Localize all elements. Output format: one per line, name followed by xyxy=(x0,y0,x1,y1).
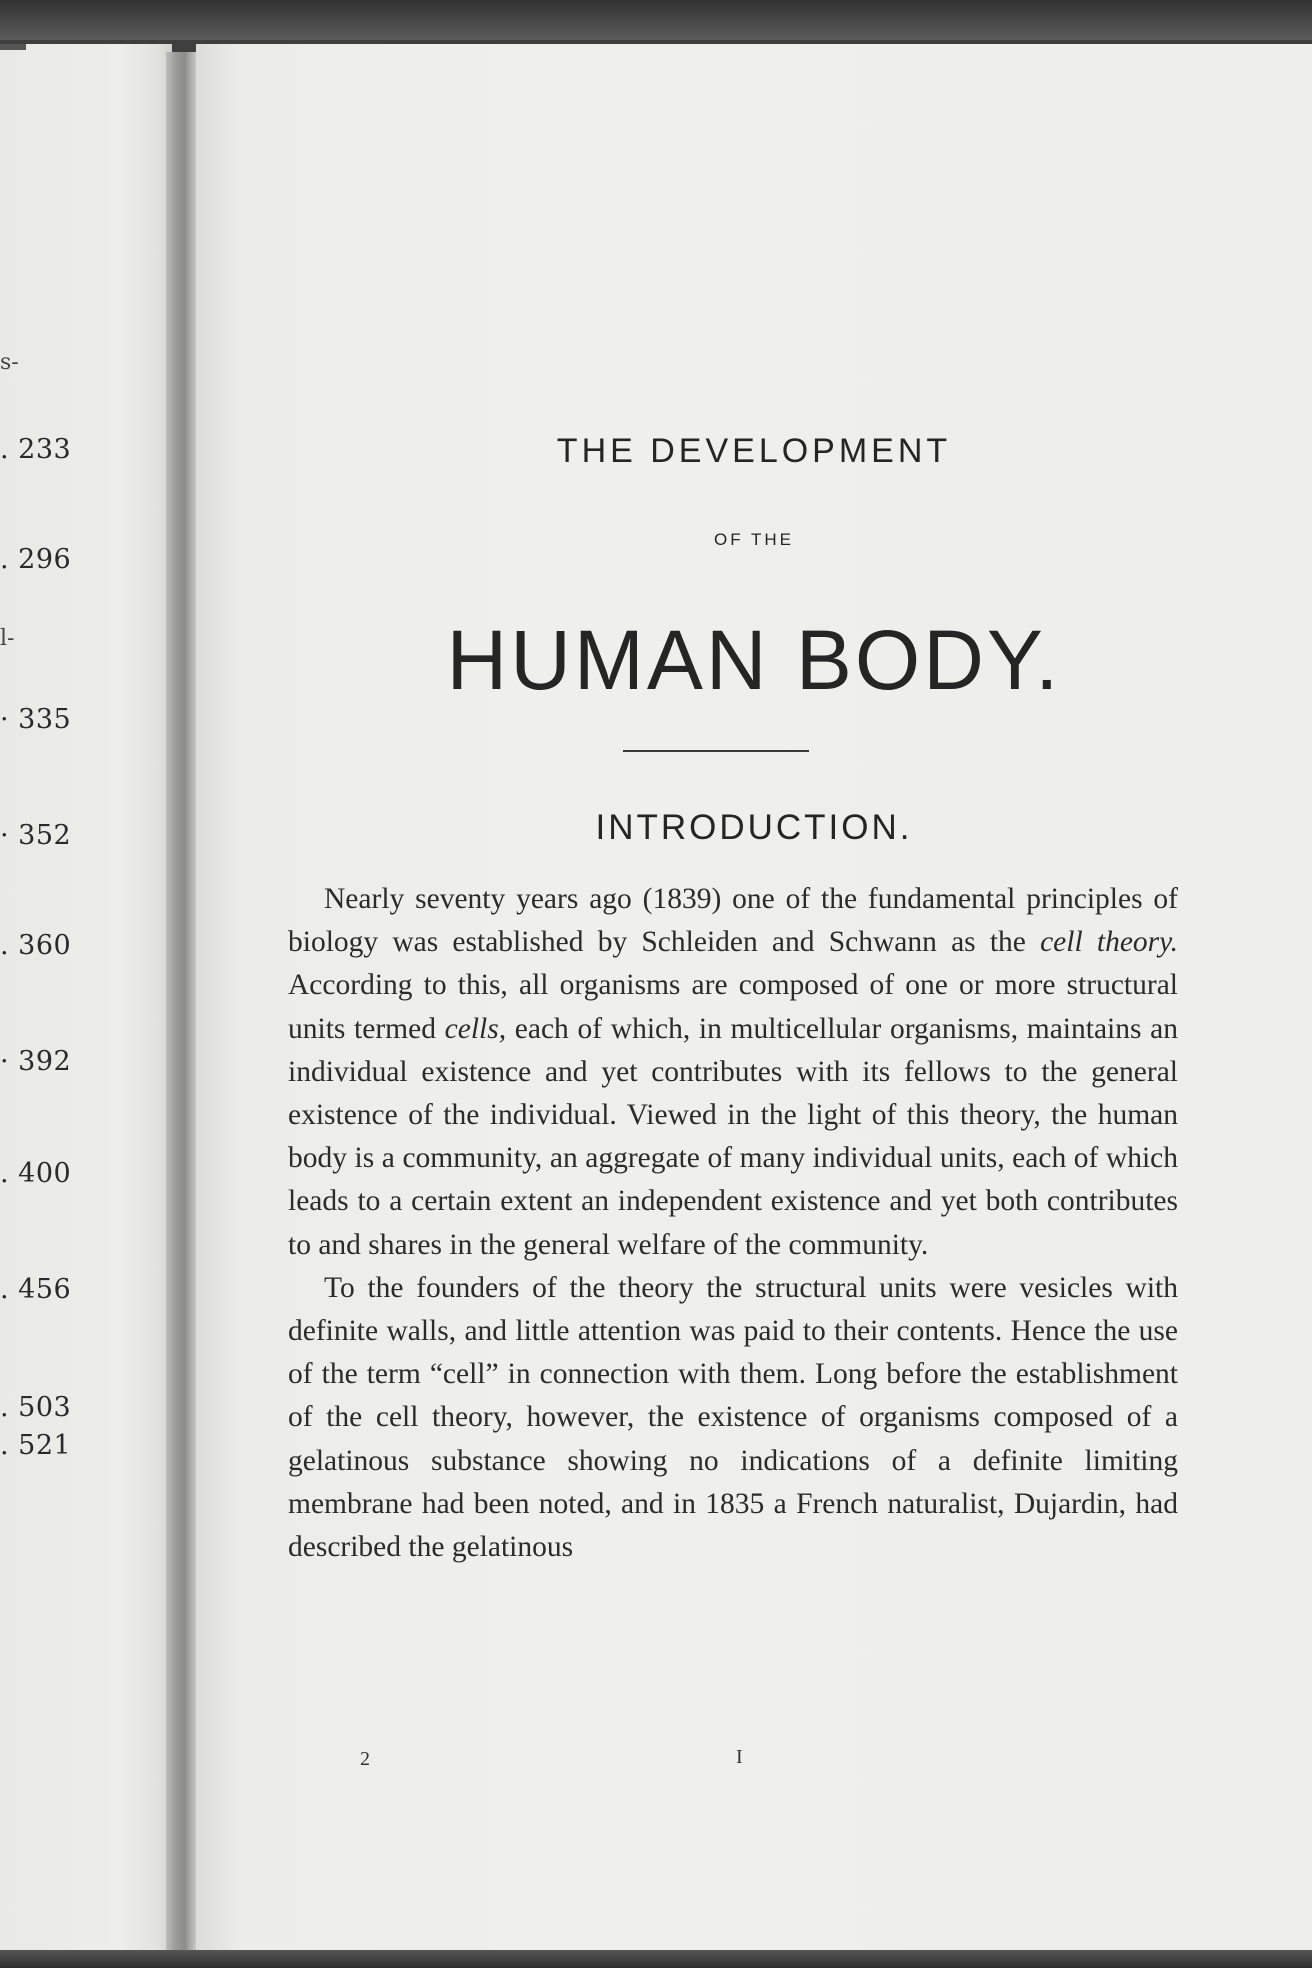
left-page xyxy=(0,44,172,1950)
title-main: HUMAN BODY. xyxy=(446,613,1062,707)
toc-page-number: . 521 xyxy=(0,1430,72,1461)
book-gutter xyxy=(166,52,200,1950)
toc-page-number: . 233 xyxy=(0,434,72,465)
body-text xyxy=(288,878,1178,1569)
title-line-1: THE DEVELOPMENT xyxy=(556,432,952,470)
scan-bottom-edge xyxy=(0,1950,1312,1968)
toc-page-number: . 296 xyxy=(0,544,72,575)
toc-page-number: . 456 xyxy=(0,1274,72,1305)
paragraph-1-text: Nearly seventy years ago (1839) one of the fundamental principles of biology was established by Schleiden and Schwann as the xyxy=(288,883,1178,959)
term-cell-theory: cell theory. xyxy=(1040,926,1178,959)
toc-page-number: · 352 xyxy=(0,820,72,851)
title-line-2: OF THE xyxy=(713,530,795,549)
term-cells: cells, xyxy=(444,1012,507,1045)
scan-top-edge xyxy=(0,0,1312,40)
paragraph-1-text: According to this, all organisms are composed of one or more structural units termed xyxy=(288,969,1178,1045)
toc-page-number: · 392 xyxy=(0,1046,72,1077)
toc-page-number: . 400 xyxy=(0,1158,72,1189)
toc-page-number: . 503 xyxy=(0,1392,72,1423)
hyphen-fragment: s- xyxy=(0,350,19,375)
paragraph-1 xyxy=(288,878,1178,1267)
title-rule xyxy=(623,750,809,752)
toc-page-number: . 360 xyxy=(0,930,72,961)
toc-page-number: · 335 xyxy=(0,704,72,735)
paragraph-2: To the founders of the theory the structural units were vesicles with definite walls, and little attention was paid to their contents. Hence the use of the term “cell” in connection with them. Long before the establishment of the cell theory, however, the existence of organisms composed of a gelatinous substance showing no indications of a definite limiting membrane had been noted, and in 1835 a French naturalist, Dujardin, had described the gelatinous xyxy=(288,1271,1178,1564)
page-folio: I xyxy=(736,1746,743,1768)
signature-mark: 2 xyxy=(360,1748,370,1770)
left-page-corner xyxy=(0,44,26,50)
section-heading: INTRODUCTION. xyxy=(595,808,913,847)
hyphen-fragment: l- xyxy=(0,626,15,651)
paragraph-1-text: each of which, in multicellular organisms, maintains an individual existence and yet contributes with its fellows to the general existence of the individual. Viewed in the light of this theory, the human body is a community, an aggregate of many individual units, each of which leads to a certain extent an independent existence and yet both contributes to and shares in the general welfare of the community. xyxy=(288,1012,1178,1261)
